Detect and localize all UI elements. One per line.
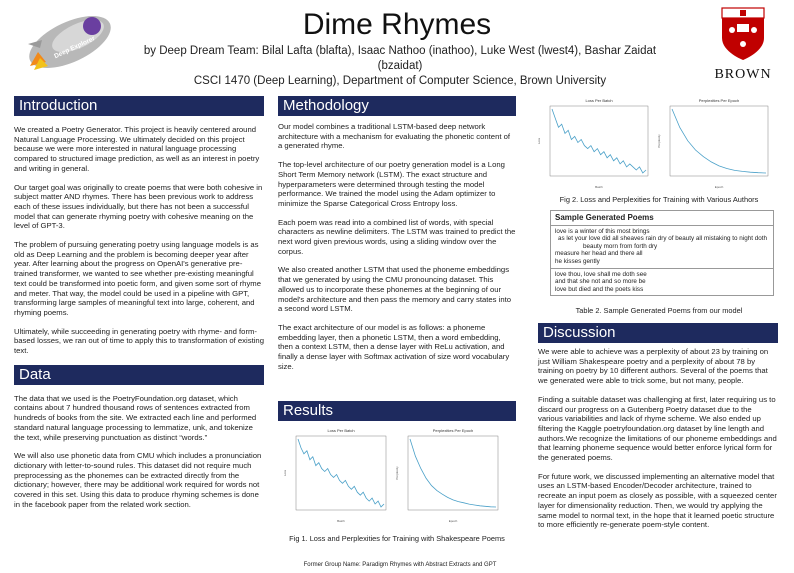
poem-line: and that she not and so more be (555, 278, 646, 286)
series-line (552, 109, 646, 173)
series-line (672, 109, 766, 173)
fig1-caption: Fig 1. Loss and Perplexities for Training with Shakespeare Poems (289, 534, 505, 543)
y-axis-label: Loss (537, 137, 541, 145)
poem-line: love is a winter of this most brings (555, 227, 650, 235)
plot-frame (550, 106, 648, 176)
introduction-heading: Introduction (14, 96, 264, 116)
y-axis-label: Loss (283, 469, 287, 477)
intro-paragraph: Ultimately, while succeeding in generating poetry with rhyme- and form- based losses, we ran out of time to apply this to transformation of existing text. (14, 326, 264, 356)
discussion-body (538, 347, 778, 530)
methodology-heading: Methodology (278, 96, 516, 116)
discussion-paragraph: We were able to achieve was a perplexity of about 23 by training on just William Shakespeare poetry and a perplexity of about 78 by training on poetry by 10 different authors. Several of the poems that we generated were able to trick some, but not many, people. (538, 347, 769, 386)
fig1-loss-chart (282, 426, 392, 526)
author-line (120, 44, 680, 89)
method-paragraph: The exact architecture of our model is as follows: a phoneme embedding layer, then a phonetic LSTM, then a word embedding, then a context LSTM, then a dense layer with ReLu activation, and finally a dense layer with Softmax activation of size word vocabulary size. (278, 322, 510, 371)
poem-line: beauty morn from forth dry (583, 242, 658, 250)
x-axis-label: Epoch (714, 185, 724, 189)
fig2-perplexity-chart (656, 96, 774, 192)
poem-cell (551, 226, 773, 269)
methodology-body (278, 122, 516, 371)
poem-line: love but died and the poets kiss (555, 285, 644, 293)
fig1-perplexity-chart (394, 426, 504, 526)
brown-wordmark: BROWN (714, 67, 772, 82)
series-line (410, 439, 496, 507)
method-paragraph: We also created another LSTM that used the phoneme embeddings that we generated by using the CMU pronouncing dataset. This allowed us to incorporate these phonemes at the beginning of our model's architecture and then pass the memory and carry states into a second word LSTM. (278, 265, 512, 314)
plot-frame (408, 436, 498, 510)
data-heading: Data (14, 365, 264, 385)
middle-column (278, 96, 516, 380)
x-axis-label: Batch (595, 185, 603, 189)
method-paragraph: Our model combines a traditional LSTM-based deep network architecture with a mechanism for evaluating the phonetic content of a generated rhyme. (278, 122, 511, 151)
discussion-paragraph: For future work, we discussed implementing an alternative model that uses an LSTM-based Encoder/Decoder architecture, trained to recreate an input poem as closely as possible, with a squeezed center layer for dimensionality reduction. Then, we would try applying the same model to normal text, in the hope that it learned poetic structure to more efficiently re-generate poem-style content. (538, 471, 777, 530)
intro-paragraph: The problem of pursuing generating poetry using language models is as old as Deep Learning and the problem is becoming deeper year after year. After learning about the progress on OpenAI's generative pre-trained transformer, we wanted to see whether pre-existing meaningful text could be transformed into poetic form, and given some sort of rhyme and meter. That way, the model could be used in a pipeline with GPT, transforming large samples of meaningful text into large, coherent, and rhyming poems. (14, 240, 261, 317)
data-paragraph: The data that we used is the PoetryFoundation.org dataset, which contains about 7 hundred thousand rows of sentences extracted from hundreds of books from the site. We extracted each line and performed standard natural language processing to lemmatize, unk, and tokenize the text, while preserving punctuation as distinct “words.” (14, 393, 257, 442)
poems-table-title: Sample Generated Poems (551, 211, 773, 226)
left-column (14, 96, 264, 519)
introduction-body (14, 125, 264, 356)
poem-line: love thou, love shall me doth see (555, 270, 647, 278)
fig2-caption: Fig 2. Loss and Perplexities for Training with Various Authors (559, 195, 759, 204)
x-axis-label: Batch (337, 519, 345, 523)
poem-line: as let your love did all sheaves rain dry of beauty all mistaking to night doth (558, 235, 767, 243)
chart-title: Loss Per Batch (585, 98, 613, 103)
y-axis-label: Perplexity (657, 134, 661, 148)
affiliation-text: CSCI 1470 (Deep Learning), Department of Computer Science, Brown University (193, 75, 607, 87)
data-body (14, 394, 264, 510)
chart-title: Perplexities Per Epoch (698, 98, 740, 103)
poem-line: measure her head and there all (555, 250, 643, 258)
discussion-column (538, 323, 778, 539)
method-paragraph: The top-level architecture of our poetry generation model is a Long Short Term Memory network (LSTM). The exact structure and hyperparameters were determined through testing the model performance. We trained the model using the Adam optimizer to minimize the Sparse Categorical Cross Entropy loss. (278, 160, 505, 208)
x-axis-label: Epoch (448, 519, 458, 523)
results-heading: Results (278, 401, 516, 421)
sample-poems-table (550, 210, 774, 296)
y-axis-label: Perplexity (395, 466, 399, 480)
fig2-loss-chart (536, 96, 654, 192)
intro-paragraph: Our target goal was originally to create poems that were both cohesive in subject matter AND rhymes. There has been previous work to address each of these issues individually, but there has not been a successful model that can generate rhyming poetry with cohesive meaning on the level of GPT-3. (14, 182, 263, 231)
table2-caption: Table 2. Sample Generated Poems from our model (575, 306, 743, 315)
discussion-heading: Discussion (538, 323, 778, 343)
authors-text: by Deep Dream Team: Bilal Lafta (blafta), Isaac Nathoo (inathoo), Luke West (lwest4), Bashar Zaidat (bzaidat) (143, 45, 657, 72)
footer-note: Former Group Name: Paradigm Rhymes with Abstract Extracts and GPT (303, 562, 497, 568)
poem-line: he kisses gently (555, 257, 600, 265)
logo-text: Deep Explorer (53, 35, 97, 61)
poem-cell (551, 269, 773, 296)
method-paragraph: Each poem was read into a combined list of words, with special characters as newline delimiters. The LSTM was trained to predict the next word given previous words, using a sliding window over the corpus. (278, 217, 516, 256)
data-paragraph: We will also use phonetic data from CMU which includes a pronunciation dictionary with letter-to-sound rules. This dataset did not require much preprocessing as the phonemes can be extracted directly from the dictionary; however, there may be additional work required for words not covered in this set. Using this data to produce rhyming schemes is done in the facebook paper from the related work section. (14, 451, 262, 509)
intro-paragraph: We created a Poetry Generator. This project is heavily centered around Natural Language Processing. We ultimately decided on this project because we were more interested in natural language processing compared to structured image prediction, as well as an interest in poetry and writing in general. (14, 125, 260, 173)
poster-title: Dime Rhymes (302, 8, 492, 41)
chart-title: Perplexities Per Epoch (432, 428, 474, 433)
chart-title: Loss Per Batch (327, 428, 355, 433)
series-line (298, 439, 384, 507)
discussion-paragraph: Finding a suitable dataset was challenging at first, later requiring us to discard our progress on a Gutenberg Poetry dataset due to the various variabilities and lack of rhyme scheme. We also ended up filtering the Kaggle poetryfoundation.org dataset by line length and authors.We recognize the limitations of our phoneme embeddings and that learning phoneme sequence would better enforce lyrical form for the generated poems. (538, 394, 777, 463)
